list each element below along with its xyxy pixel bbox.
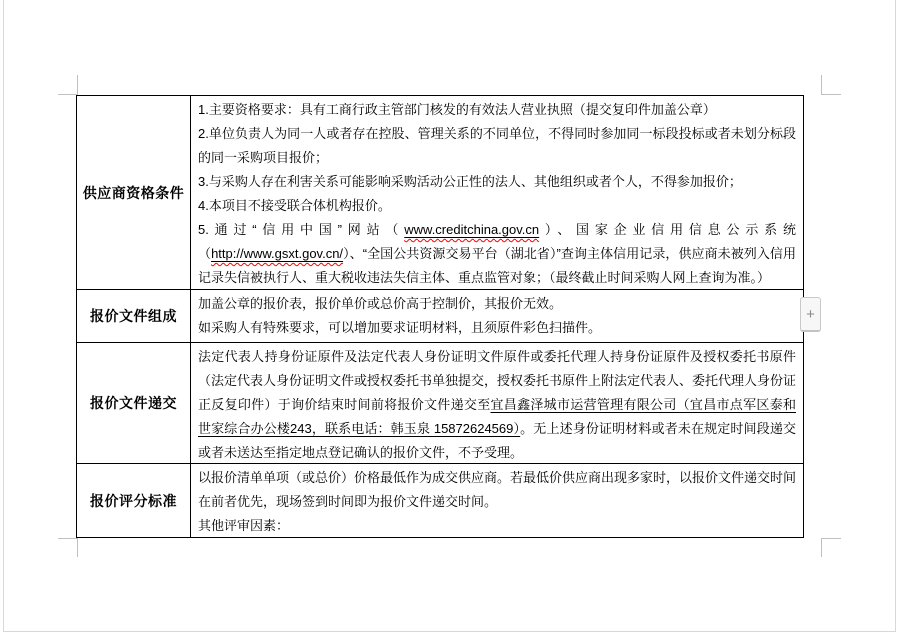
table-row xyxy=(77,464,803,537)
text-run: 5.通过“信用中国”网站（ xyxy=(198,222,405,237)
text-run: 。无上述身份证明材料或者未在规定时间段递交或者未送达至指定地点登记确认的报价文件，不予受理。 xyxy=(198,421,796,460)
margin-crop-mark-bottom-left xyxy=(58,538,77,539)
text-run: 加盖公章的报价表，报价单价或总价高于控制价，其报价无效。 xyxy=(198,296,563,311)
paragraph xyxy=(198,514,796,537)
paragraph xyxy=(198,466,796,514)
page-left-edge xyxy=(3,0,4,632)
row-label[interactable]: 报价文件组成 xyxy=(77,290,191,342)
row-label[interactable]: 报价评分标准 xyxy=(77,464,191,537)
row-label[interactable]: 报价文件递交 xyxy=(77,343,191,463)
paragraph xyxy=(198,218,796,289)
table-row xyxy=(77,96,803,290)
page-right-edge xyxy=(895,0,896,632)
spellcheck-squiggle-text: www.creditchina.gov.cn xyxy=(404,222,540,237)
text-run: 4.本项目不接受联合体机构报价。 xyxy=(198,198,391,213)
paragraph xyxy=(198,170,796,194)
row-content[interactable] xyxy=(191,464,803,537)
table-row xyxy=(77,343,803,464)
row-content[interactable] xyxy=(191,96,803,289)
paragraph xyxy=(198,345,796,463)
text-run: 2.单位负责人为同一人或者存在控股、管理关系的不同单位，不得同时参加同一标段投标或者未划分标段的同一采购项目报价； xyxy=(198,126,796,165)
text-run: 法定代表人持身份证原件及法定代表人身份证明文件原件或委托代理人持身份证原件及授权委托书原件（法定代表人身份证明文件或授权委托书单独提交，授权委托书原件上附法定代表人、委托代理人身份证正反复印件）于询价结束时间前将报价文件递交至 xyxy=(198,349,797,412)
text-run: ）、“全国公共资源交易平台（湖北省）”查询主体信用记录，供应商未被列入信用记录失信被执行人、重大税收违法失信主体、重点监管对象；（最终截止时间采购人网上查询为准。） xyxy=(198,246,796,285)
text-run: 如采购人有特殊要求，可以增加要求证明材料，且须原件彩色扫描件。 xyxy=(198,320,602,335)
url-text xyxy=(211,246,343,261)
margin-crop-mark-top-right xyxy=(822,94,841,95)
margin-crop-mark-bottom-right xyxy=(822,538,841,539)
spellcheck-squiggle-text: http://www.gsxt.gov.cn/ xyxy=(211,246,344,261)
margin-crop-mark-top-right xyxy=(821,75,822,95)
underlined-text: 宜昌鑫泽城市运营管理有限公司（宜昌市点军区泰和世家综合办公楼243，联系电话：韩玉泉 15872624569） xyxy=(198,397,796,436)
paragraph xyxy=(198,98,796,122)
row-content[interactable] xyxy=(191,290,803,342)
text-run: 其他评审因素： xyxy=(198,518,290,533)
table-insert-handle-button[interactable]: + xyxy=(800,297,821,332)
margin-crop-mark-top-left xyxy=(58,94,77,95)
paragraph xyxy=(198,122,796,170)
row-content[interactable] xyxy=(191,343,803,463)
procurement-info-table xyxy=(76,95,804,538)
margin-crop-mark-bottom-left xyxy=(77,538,78,557)
text-run: ）、国家企业信用信息公示系统（ xyxy=(198,222,796,261)
paragraph xyxy=(198,316,796,340)
text-run: 1.主要资格要求：具有工商行政主管部门核发的有效法人营业执照（提交复印件加盖公章） xyxy=(198,102,716,117)
table-row xyxy=(77,290,803,343)
paragraph xyxy=(198,194,796,218)
url-text xyxy=(404,222,539,237)
text-run: 3.与采购人存在利害关系可能影响采购活动公正性的法人、其他组织或者个人，不得参加报价； xyxy=(198,174,742,189)
margin-crop-mark-bottom-right xyxy=(821,538,822,557)
row-label[interactable]: 供应商资格条件 xyxy=(77,96,191,289)
text-run: 以报价清单单项（或总价）价格最低作为成交供应商。若最低价供应商出现多家时，以报价文件递交时间在前者优先，现场签到时间即为报价文件递交时间。 xyxy=(198,470,797,509)
paragraph xyxy=(198,292,796,316)
margin-crop-mark-top-left xyxy=(77,75,78,95)
page-bottom-edge xyxy=(3,631,896,632)
